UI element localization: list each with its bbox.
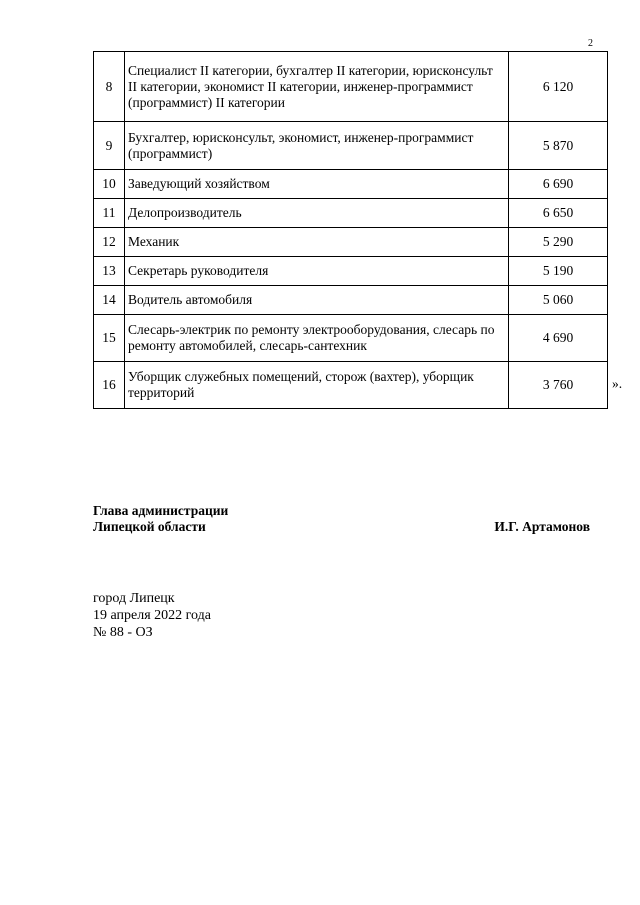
row-title-cell: Специалист II категории, бухгалтер II категории, юрисконсульт II категории, экономист II категории, инженер-программист (программист) II категории	[125, 52, 509, 122]
table-row	[94, 122, 608, 170]
table-row	[94, 362, 608, 409]
signature-position-line2: Липецкой области	[93, 519, 206, 534]
row-title-cell: Механик	[125, 228, 509, 257]
row-number-cell: 13	[94, 257, 125, 286]
table-row	[94, 286, 608, 315]
document-footer	[93, 590, 211, 641]
row-number-cell: 8	[94, 52, 125, 122]
row-salary-cell: 3 760	[509, 362, 608, 409]
row-title-cell: Делопроизводитель	[125, 199, 509, 228]
row-number-cell: 16	[94, 362, 125, 409]
row-title-cell: Уборщик служебных помещений, сторож (вахтер), уборщик территорий	[125, 362, 509, 409]
row-title-cell: Заведующий хозяйством	[125, 170, 509, 199]
footer-city: город Липецк	[93, 591, 175, 606]
table-row	[94, 170, 608, 199]
row-salary-cell: 4 690	[509, 315, 608, 362]
table-row	[94, 315, 608, 362]
row-number-cell: 10	[94, 170, 125, 199]
row-salary-cell: 6 690	[509, 170, 608, 199]
row-salary-cell: 6 650	[509, 199, 608, 228]
table-row	[94, 257, 608, 286]
footer-date: 19 апреля 2022 года	[93, 608, 211, 623]
salary-table	[93, 51, 608, 409]
signature-position-line1: Глава администрации	[93, 503, 229, 518]
row-number-cell: 11	[94, 199, 125, 228]
row-title-cell: Бухгалтер, юрисконсульт, экономист, инженер-программист (программист)	[125, 122, 509, 170]
row-salary-cell: 5 060	[509, 286, 608, 315]
row-number-cell: 9	[94, 122, 125, 170]
row-number-cell: 12	[94, 228, 125, 257]
row-salary-cell: 5 870	[509, 122, 608, 170]
footer-number: № 88 - ОЗ	[93, 625, 153, 640]
signature-block	[93, 503, 590, 535]
signature-name: И.Г. Артамонов	[494, 519, 590, 534]
page-number: 2	[588, 38, 593, 49]
row-number-cell: 15	[94, 315, 125, 362]
row-salary-cell: 6 120	[509, 52, 608, 122]
table-row	[94, 228, 608, 257]
row-title-cell: Водитель автомобиля	[125, 286, 509, 315]
table-row	[94, 199, 608, 228]
salary-table-body	[94, 52, 608, 409]
row-salary-cell: 5 190	[509, 257, 608, 286]
closing-quote: ».	[612, 376, 623, 391]
row-salary-cell: 5 290	[509, 228, 608, 257]
row-title-cell: Слесарь-электрик по ремонту электрооборудования, слесарь по ремонту автомобилей, слесарь-сантехник	[125, 315, 509, 362]
row-number-cell: 14	[94, 286, 125, 315]
row-title-cell: Секретарь руководителя	[125, 257, 509, 286]
table-row	[94, 52, 608, 122]
